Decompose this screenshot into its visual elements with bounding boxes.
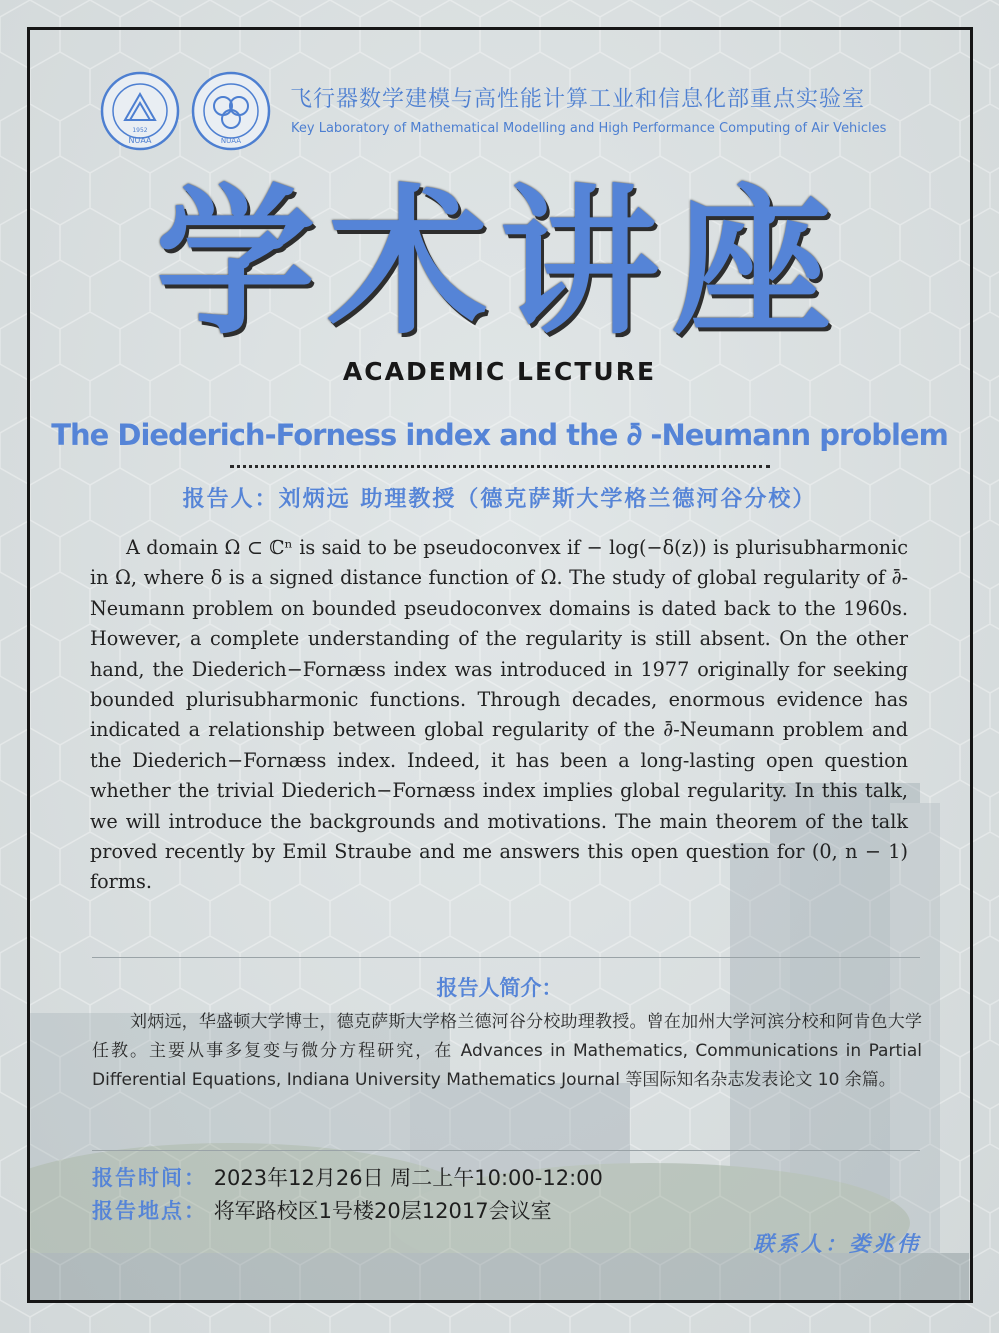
main-title-en: ACADEMIC LECTURE [342, 357, 657, 386]
talk-title: The Diederich-Forness index and the ∂̄ -Neumann problem [51, 418, 948, 452]
place-label: 报告地点： [92, 1199, 207, 1223]
lab-logo-icon [193, 73, 269, 149]
logo1-year: 1952 [132, 127, 148, 134]
place-row [92, 1195, 552, 1225]
nuaa-logo-icon [102, 73, 178, 149]
time-row [92, 1162, 603, 1192]
logo1-text: NUAA [128, 136, 152, 145]
time-label: 报告时间： [92, 1166, 207, 1190]
place-value: 将军路校区1号楼20层12017会议室 [213, 1199, 552, 1223]
bio-heading: 报告人简介： [436, 976, 563, 1000]
dotted-divider [230, 465, 770, 468]
main-title-cn: 学术讲座 [155, 169, 844, 356]
logo2-text: NUAA [220, 137, 242, 145]
time-value: 2023年12月26日 周二上午10:00-12:00 [213, 1166, 603, 1190]
lab-name-cn: 飞行器数学建模与高性能计算工业和信息化部重点实验室 [290, 87, 866, 112]
contact-person: 联系人：娄兆伟 [753, 1231, 921, 1256]
section-divider-2 [92, 1150, 920, 1151]
speaker-line: 报告人：刘炳远 助理教授（德克萨斯大学格兰德河谷分校） [182, 487, 817, 512]
abstract-text: A domain Ω ⊂ ℂⁿ is said to be pseudoconvex if − log(−δ(z)) is plurisubharmonic in Ω, where δ is a signed distance function of Ω. The study of global regularity of ∂̄-Neumann problem on bounded pseudoconvex domains is dated back to the 1960s. However, a complete understanding of the regularity is still absent. On the other hand, the Diederich−Fornæss index was introduced in 1977 originally for seeking bounded plurisubharmonic functions. Through decades, enormous evidence has indicated a relationship between global regularity of the ∂̄-Neumann problem and the Diederich−Fornæss index. Indeed, it has been a long-lasting open question whether the trivial Diederich−Fornæss index implies global regularity. In this talk, we will introduce the backgrounds and motivations. The main theorem of the talk proved recently by Emil Straube and me answers this open question for (0, n − 1) forms. [90, 536, 908, 894]
bio-text: 刘炳远，华盛顿大学博士，德克萨斯大学格兰德河谷分校助理教授。曾在加州大学河滨分校和阿肯色大学任教。主要从事多复变与微分方程研究，在 Advances in Mathematics, Communications in Partial Differential Equations, Indiana University Mathematics Journal 等国际知名杂志发表论文 10 余篇。 [92, 1012, 922, 1090]
lab-name-en: Key Laboratory of Mathematical Modelling and High Performance Computing of Air Vehicles [291, 121, 887, 136]
section-divider [92, 957, 920, 958]
university-logos [100, 70, 280, 152]
